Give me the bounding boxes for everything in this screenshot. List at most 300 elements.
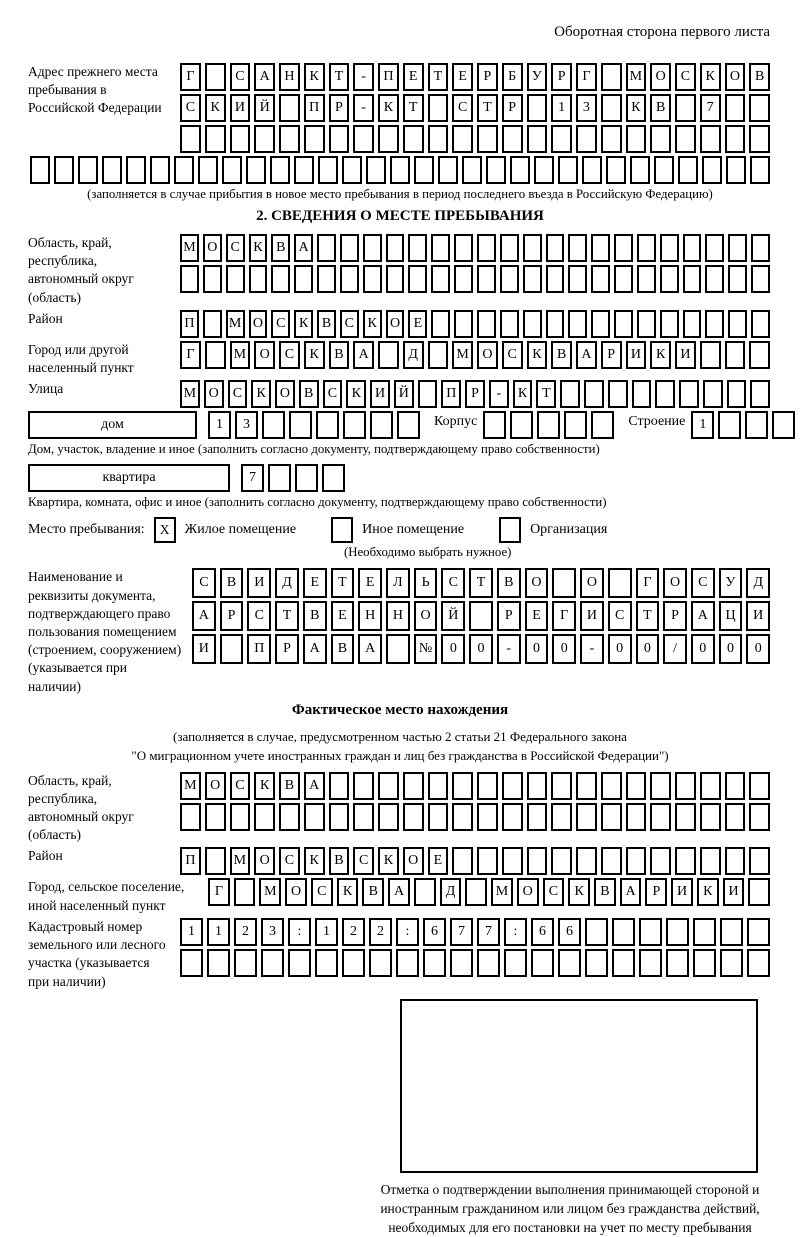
char-box[interactable]: В xyxy=(362,878,384,906)
char-box[interactable] xyxy=(568,265,587,293)
char-box[interactable] xyxy=(749,772,770,800)
char-box[interactable] xyxy=(126,156,146,184)
char-box[interactable] xyxy=(205,847,226,875)
char-box[interactable] xyxy=(249,265,268,293)
char-box[interactable] xyxy=(551,803,572,831)
char-box[interactable] xyxy=(568,234,587,262)
char-box[interactable]: Д xyxy=(275,568,299,598)
char-box[interactable]: Й xyxy=(254,94,275,122)
char-box[interactable]: К xyxy=(626,94,647,122)
char-box[interactable] xyxy=(749,847,770,875)
char-box[interactable] xyxy=(678,156,698,184)
char-box[interactable] xyxy=(675,803,696,831)
char-box[interactable] xyxy=(431,234,450,262)
char-box[interactable]: О xyxy=(254,847,275,875)
char-box[interactable]: В xyxy=(299,380,319,408)
char-box[interactable] xyxy=(612,918,635,946)
char-box[interactable]: С xyxy=(180,94,201,122)
char-box[interactable] xyxy=(601,94,622,122)
char-box[interactable] xyxy=(386,634,410,664)
char-box[interactable] xyxy=(705,234,724,262)
char-box[interactable] xyxy=(527,847,548,875)
char-box[interactable]: М xyxy=(626,63,647,91)
char-box[interactable]: В xyxy=(271,234,290,262)
char-box[interactable] xyxy=(369,949,392,977)
char-box[interactable] xyxy=(477,310,496,338)
char-box[interactable] xyxy=(650,847,671,875)
char-box[interactable] xyxy=(428,803,449,831)
char-box[interactable]: П xyxy=(304,94,325,122)
char-box[interactable]: М xyxy=(180,772,201,800)
char-box[interactable] xyxy=(585,918,608,946)
house-name-box[interactable]: дом xyxy=(28,411,197,439)
char-box[interactable]: 0 xyxy=(746,634,770,664)
char-box[interactable] xyxy=(262,411,285,439)
char-box[interactable] xyxy=(279,125,300,153)
char-box[interactable] xyxy=(397,411,420,439)
char-box[interactable] xyxy=(205,803,226,831)
char-box[interactable]: О xyxy=(204,380,224,408)
char-box[interactable] xyxy=(230,803,251,831)
char-box[interactable]: П xyxy=(247,634,271,664)
char-box[interactable]: И xyxy=(675,341,696,369)
char-box[interactable]: Ь xyxy=(414,568,438,598)
char-box[interactable]: А xyxy=(304,772,325,800)
char-box[interactable]: А xyxy=(388,878,410,906)
char-box[interactable] xyxy=(329,803,350,831)
char-box[interactable]: Р xyxy=(477,63,498,91)
char-box[interactable] xyxy=(650,803,671,831)
char-box[interactable] xyxy=(454,234,473,262)
char-box[interactable] xyxy=(205,341,226,369)
char-box[interactable]: М xyxy=(180,380,200,408)
char-box[interactable] xyxy=(452,847,473,875)
char-box[interactable]: С xyxy=(675,63,696,91)
char-box[interactable]: 3 xyxy=(576,94,597,122)
char-box[interactable]: К xyxy=(254,772,275,800)
char-box[interactable]: Г xyxy=(552,601,576,631)
char-box[interactable] xyxy=(626,772,647,800)
char-box[interactable] xyxy=(551,772,572,800)
char-box[interactable]: К xyxy=(513,380,533,408)
char-box[interactable]: К xyxy=(568,878,590,906)
char-box[interactable] xyxy=(174,156,194,184)
char-box[interactable] xyxy=(700,847,721,875)
char-box[interactable]: Т xyxy=(331,568,355,598)
char-box[interactable]: И xyxy=(626,341,647,369)
char-box[interactable] xyxy=(329,772,350,800)
char-box[interactable]: 3 xyxy=(261,918,284,946)
char-box[interactable] xyxy=(749,803,770,831)
char-box[interactable] xyxy=(30,156,50,184)
char-box[interactable] xyxy=(683,310,702,338)
char-box[interactable]: : xyxy=(504,918,527,946)
char-box[interactable] xyxy=(386,265,405,293)
char-box[interactable] xyxy=(500,265,519,293)
char-box[interactable]: Р xyxy=(502,94,523,122)
char-box[interactable]: - xyxy=(489,380,509,408)
char-box[interactable] xyxy=(637,310,656,338)
char-box[interactable]: С xyxy=(230,772,251,800)
char-box[interactable]: - xyxy=(353,63,374,91)
char-box[interactable]: Н xyxy=(279,63,300,91)
char-box[interactable]: К xyxy=(346,380,366,408)
char-box[interactable] xyxy=(343,411,366,439)
char-box[interactable]: С xyxy=(353,847,374,875)
char-box[interactable]: Д xyxy=(746,568,770,598)
char-box[interactable]: : xyxy=(288,918,311,946)
char-box[interactable] xyxy=(772,411,795,439)
char-box[interactable]: Т xyxy=(469,568,493,598)
char-box[interactable] xyxy=(366,156,386,184)
char-box[interactable] xyxy=(502,803,523,831)
char-box[interactable]: 6 xyxy=(423,918,446,946)
char-box[interactable] xyxy=(454,310,473,338)
char-box[interactable] xyxy=(102,156,122,184)
char-box[interactable]: 1 xyxy=(315,918,338,946)
char-box[interactable]: К xyxy=(697,878,719,906)
char-box[interactable]: 1 xyxy=(180,918,203,946)
char-box[interactable]: 0 xyxy=(469,634,493,664)
char-box[interactable] xyxy=(270,156,290,184)
char-box[interactable]: О xyxy=(650,63,671,91)
char-box[interactable] xyxy=(54,156,74,184)
char-box[interactable] xyxy=(531,949,554,977)
char-box[interactable]: 0 xyxy=(691,634,715,664)
char-box[interactable]: С xyxy=(691,568,715,598)
char-box[interactable] xyxy=(304,125,325,153)
char-box[interactable] xyxy=(705,265,724,293)
char-box[interactable] xyxy=(363,265,382,293)
char-box[interactable] xyxy=(558,949,581,977)
char-box[interactable]: У xyxy=(527,63,548,91)
char-box[interactable]: М xyxy=(230,847,251,875)
char-box[interactable] xyxy=(751,265,770,293)
char-box[interactable]: И xyxy=(580,601,604,631)
char-box[interactable] xyxy=(180,125,201,153)
stay-option-organization-checkbox[interactable] xyxy=(499,517,521,543)
char-box[interactable] xyxy=(363,234,382,262)
char-box[interactable] xyxy=(254,803,275,831)
char-box[interactable]: А xyxy=(620,878,642,906)
char-box[interactable] xyxy=(279,94,300,122)
char-box[interactable] xyxy=(601,772,622,800)
char-box[interactable] xyxy=(527,803,548,831)
char-box[interactable]: А xyxy=(576,341,597,369)
char-box[interactable] xyxy=(675,94,696,122)
char-box[interactable] xyxy=(537,411,560,439)
char-box[interactable] xyxy=(316,411,339,439)
char-box[interactable]: У xyxy=(719,568,743,598)
char-box[interactable]: В xyxy=(497,568,521,598)
char-box[interactable]: Г xyxy=(180,63,201,91)
char-box[interactable] xyxy=(502,125,523,153)
char-box[interactable] xyxy=(317,265,336,293)
char-box[interactable]: : xyxy=(396,918,419,946)
char-box[interactable] xyxy=(655,380,675,408)
char-box[interactable]: М xyxy=(452,341,473,369)
char-box[interactable] xyxy=(414,878,436,906)
char-box[interactable] xyxy=(340,265,359,293)
char-box[interactable] xyxy=(378,341,399,369)
char-box[interactable] xyxy=(702,156,722,184)
char-box[interactable] xyxy=(353,125,374,153)
char-box[interactable]: Б xyxy=(502,63,523,91)
char-box[interactable] xyxy=(720,918,743,946)
char-box[interactable] xyxy=(748,878,770,906)
char-box[interactable] xyxy=(465,878,487,906)
char-box[interactable] xyxy=(576,847,597,875)
char-box[interactable]: 1 xyxy=(207,918,230,946)
char-box[interactable]: Й xyxy=(394,380,414,408)
char-box[interactable] xyxy=(749,341,770,369)
char-box[interactable]: О xyxy=(414,601,438,631)
char-box[interactable] xyxy=(469,601,493,631)
char-box[interactable] xyxy=(637,234,656,262)
char-box[interactable] xyxy=(222,156,242,184)
char-box[interactable]: А xyxy=(303,634,327,664)
char-box[interactable] xyxy=(720,949,743,977)
char-box[interactable] xyxy=(630,156,650,184)
char-box[interactable]: Р xyxy=(497,601,521,631)
char-box[interactable]: П xyxy=(180,310,199,338)
char-box[interactable] xyxy=(608,568,632,598)
char-box[interactable]: 2 xyxy=(342,918,365,946)
char-box[interactable]: Р xyxy=(329,94,350,122)
char-box[interactable] xyxy=(632,380,652,408)
char-box[interactable] xyxy=(726,156,746,184)
char-box[interactable] xyxy=(552,568,576,598)
char-box[interactable]: О xyxy=(403,847,424,875)
confirmation-stamp-box[interactable] xyxy=(400,999,758,1173)
char-box[interactable] xyxy=(477,234,496,262)
char-box[interactable] xyxy=(747,949,770,977)
char-box[interactable]: А xyxy=(353,341,374,369)
char-box[interactable]: Е xyxy=(428,847,449,875)
char-box[interactable] xyxy=(78,156,98,184)
char-box[interactable]: 0 xyxy=(636,634,660,664)
char-box[interactable] xyxy=(370,411,393,439)
char-box[interactable]: К xyxy=(337,878,359,906)
char-box[interactable]: 3 xyxy=(235,411,258,439)
char-box[interactable]: С xyxy=(441,568,465,598)
char-box[interactable] xyxy=(745,411,768,439)
char-box[interactable]: В xyxy=(594,878,616,906)
char-box[interactable]: В xyxy=(329,847,350,875)
char-box[interactable] xyxy=(527,125,548,153)
char-box[interactable] xyxy=(205,125,226,153)
char-box[interactable] xyxy=(749,125,770,153)
char-box[interactable] xyxy=(294,156,314,184)
char-box[interactable]: Н xyxy=(386,601,410,631)
char-box[interactable]: Т xyxy=(477,94,498,122)
char-box[interactable] xyxy=(660,310,679,338)
char-box[interactable] xyxy=(728,234,747,262)
char-box[interactable]: С xyxy=(279,847,300,875)
char-box[interactable]: С xyxy=(230,63,251,91)
char-box[interactable]: Г xyxy=(576,63,597,91)
char-box[interactable]: О xyxy=(254,341,275,369)
char-box[interactable] xyxy=(612,949,635,977)
char-box[interactable]: С xyxy=(271,310,290,338)
char-box[interactable]: И xyxy=(230,94,251,122)
char-box[interactable]: Р xyxy=(465,380,485,408)
char-box[interactable] xyxy=(340,234,359,262)
char-box[interactable] xyxy=(703,380,723,408)
char-box[interactable]: А xyxy=(294,234,313,262)
char-box[interactable] xyxy=(693,918,716,946)
char-box[interactable]: 1 xyxy=(208,411,231,439)
char-box[interactable] xyxy=(601,847,622,875)
char-box[interactable] xyxy=(751,234,770,262)
char-box[interactable] xyxy=(477,772,498,800)
char-box[interactable]: К xyxy=(378,847,399,875)
char-box[interactable] xyxy=(576,803,597,831)
char-box[interactable]: Д xyxy=(403,341,424,369)
char-box[interactable]: - xyxy=(497,634,521,664)
char-box[interactable] xyxy=(725,803,746,831)
char-box[interactable] xyxy=(614,234,633,262)
char-box[interactable] xyxy=(591,411,614,439)
char-box[interactable] xyxy=(150,156,170,184)
char-box[interactable]: К xyxy=(650,341,671,369)
char-box[interactable]: В xyxy=(317,310,336,338)
char-box[interactable] xyxy=(700,341,721,369)
char-box[interactable] xyxy=(546,234,565,262)
char-box[interactable] xyxy=(246,156,266,184)
char-box[interactable]: С xyxy=(247,601,271,631)
char-box[interactable] xyxy=(558,156,578,184)
char-box[interactable]: С xyxy=(608,601,632,631)
char-box[interactable]: 0 xyxy=(525,634,549,664)
char-box[interactable] xyxy=(500,234,519,262)
char-box[interactable] xyxy=(203,310,222,338)
char-box[interactable] xyxy=(428,125,449,153)
char-box[interactable]: В xyxy=(749,63,770,91)
char-box[interactable] xyxy=(403,125,424,153)
char-box[interactable] xyxy=(180,949,203,977)
char-box[interactable] xyxy=(728,310,747,338)
stay-option-residential-checkbox[interactable]: X xyxy=(154,517,176,543)
char-box[interactable]: С xyxy=(279,341,300,369)
char-box[interactable]: Е xyxy=(408,310,427,338)
char-box[interactable] xyxy=(502,772,523,800)
char-box[interactable]: № xyxy=(414,634,438,664)
char-box[interactable]: 0 xyxy=(441,634,465,664)
char-box[interactable]: Т xyxy=(403,94,424,122)
char-box[interactable] xyxy=(660,265,679,293)
char-box[interactable]: А xyxy=(358,634,382,664)
char-box[interactable] xyxy=(725,125,746,153)
char-box[interactable] xyxy=(289,411,312,439)
char-box[interactable] xyxy=(705,310,724,338)
char-box[interactable] xyxy=(486,156,506,184)
char-box[interactable]: С xyxy=(323,380,343,408)
char-box[interactable]: Е xyxy=(403,63,424,91)
stay-option-other-checkbox[interactable] xyxy=(331,517,353,543)
char-box[interactable] xyxy=(725,847,746,875)
char-box[interactable]: К xyxy=(304,63,325,91)
char-box[interactable]: Ц xyxy=(719,601,743,631)
char-box[interactable] xyxy=(534,156,554,184)
char-box[interactable]: / xyxy=(663,634,687,664)
char-box[interactable] xyxy=(576,125,597,153)
char-box[interactable] xyxy=(329,125,350,153)
char-box[interactable]: О xyxy=(525,568,549,598)
char-box[interactable] xyxy=(408,265,427,293)
char-box[interactable]: В xyxy=(329,341,350,369)
char-box[interactable] xyxy=(220,634,244,664)
char-box[interactable] xyxy=(504,949,527,977)
char-box[interactable]: Т xyxy=(536,380,556,408)
char-box[interactable] xyxy=(205,63,226,91)
char-box[interactable] xyxy=(203,265,222,293)
char-box[interactable]: Т xyxy=(428,63,449,91)
char-box[interactable] xyxy=(294,265,313,293)
char-box[interactable] xyxy=(408,234,427,262)
char-box[interactable]: О xyxy=(203,234,222,262)
char-box[interactable] xyxy=(728,265,747,293)
char-box[interactable] xyxy=(601,63,622,91)
char-box[interactable]: Л xyxy=(386,568,410,598)
char-box[interactable]: М xyxy=(226,310,245,338)
char-box[interactable] xyxy=(591,310,610,338)
char-box[interactable]: Р xyxy=(275,634,299,664)
char-box[interactable] xyxy=(234,949,257,977)
char-box[interactable] xyxy=(683,234,702,262)
char-box[interactable]: В xyxy=(331,634,355,664)
char-box[interactable]: И xyxy=(192,634,216,664)
char-box[interactable] xyxy=(431,310,450,338)
char-box[interactable]: П xyxy=(441,380,461,408)
char-box[interactable] xyxy=(725,772,746,800)
char-box[interactable] xyxy=(750,380,770,408)
char-box[interactable] xyxy=(452,803,473,831)
char-box[interactable] xyxy=(693,949,716,977)
char-box[interactable]: 7 xyxy=(477,918,500,946)
char-box[interactable] xyxy=(317,234,336,262)
char-box[interactable] xyxy=(342,949,365,977)
char-box[interactable]: А xyxy=(254,63,275,91)
char-box[interactable] xyxy=(750,156,770,184)
apartment-name-box[interactable]: квартира xyxy=(28,464,230,492)
char-box[interactable]: Е xyxy=(331,601,355,631)
char-box[interactable]: 1 xyxy=(551,94,572,122)
char-box[interactable]: В xyxy=(279,772,300,800)
char-box[interactable]: М xyxy=(259,878,281,906)
char-box[interactable] xyxy=(727,380,747,408)
char-box[interactable] xyxy=(477,949,500,977)
char-box[interactable] xyxy=(614,265,633,293)
char-box[interactable]: П xyxy=(180,847,201,875)
char-box[interactable] xyxy=(295,464,318,492)
char-box[interactable]: В xyxy=(551,341,572,369)
char-box[interactable] xyxy=(477,803,498,831)
char-box[interactable]: К xyxy=(249,234,268,262)
char-box[interactable]: К xyxy=(304,341,325,369)
char-box[interactable] xyxy=(585,949,608,977)
char-box[interactable]: В xyxy=(650,94,671,122)
char-box[interactable] xyxy=(483,411,506,439)
char-box[interactable]: М xyxy=(180,234,199,262)
char-box[interactable]: Р xyxy=(645,878,667,906)
char-box[interactable]: Р xyxy=(220,601,244,631)
char-box[interactable]: И xyxy=(247,568,271,598)
char-box[interactable] xyxy=(254,125,275,153)
char-box[interactable]: Т xyxy=(636,601,660,631)
char-box[interactable] xyxy=(601,125,622,153)
char-box[interactable] xyxy=(423,949,446,977)
